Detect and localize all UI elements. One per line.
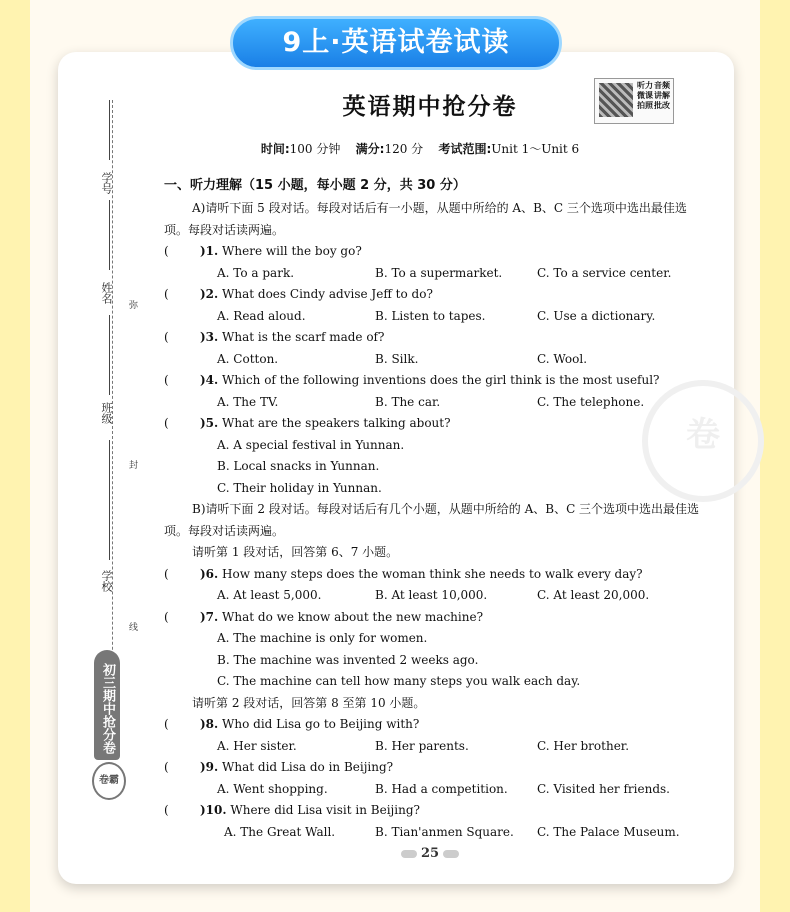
question-3: ( )3. What is the scarf made of? xyxy=(164,330,385,344)
class-line xyxy=(109,315,110,395)
series-badge: 初三期中抢分卷 xyxy=(94,650,120,760)
qr-code-icon[interactable] xyxy=(599,83,633,117)
school-label: 学校 xyxy=(100,570,113,592)
brand-logo: 卷霸 xyxy=(92,762,126,800)
question-4: ( )4. Which of the following inventions does the girl think is the most useful? xyxy=(164,373,660,387)
page-dot-right xyxy=(443,850,459,858)
question-5-option-c: C. Their holiday in Yunnan. xyxy=(217,480,382,495)
question-7-option-c: C. The machine can tell how many steps you walk each day. xyxy=(217,674,581,688)
watermark-seal: 卷 xyxy=(642,380,764,502)
question-8: ( )8. Who did Lisa go to Beijing with? xyxy=(164,717,420,731)
seal-feng: 封 xyxy=(129,458,138,471)
question-1: ( )1. Where will the boy go? xyxy=(164,244,362,258)
exam-title: 英语期中抢分卷 xyxy=(342,93,518,120)
question-10: ( )10. Where did Lisa visit in Beijing? xyxy=(164,803,420,817)
part-a-instructions: A)请听下面 5 段对话。每段对话后有一小题，从题中所给的 A、B、C 三个选项中选出最佳选项。每段对话读两遍。 xyxy=(164,201,687,237)
question-7-option-b: B. The machine was invented 2 weeks ago. xyxy=(217,652,479,667)
question-5: ( )5. What are the speakers talking about? xyxy=(164,416,451,430)
question-8-options: A. Her sister. B. Her parents. C. Her brother. xyxy=(217,738,630,753)
question-4-options: A. The TV. B. The car. C. The telephone. xyxy=(217,394,645,409)
question-2-options: A. Read aloud. B. Listen to tapes. C. Use a dictionary. xyxy=(217,308,656,323)
question-9-options: A. Went shopping. B. Had a competition. C. Visited her friends. xyxy=(217,781,670,796)
question-7-option-a: A. The machine is only for women. xyxy=(217,631,428,645)
class-label: 班级 xyxy=(100,402,113,424)
title-banner: 9上·英语试卷试读 xyxy=(230,16,562,70)
exam-content xyxy=(164,174,704,843)
question-7: ( )7. What do we know about the new machine? xyxy=(164,609,484,624)
question-1-options: A. To a park. B. To a supermarket. C. To a service center. xyxy=(217,265,672,280)
qr-labels: 听力 音频 微课 讲解 拍照 批改 xyxy=(637,81,670,110)
dialog-2-instruction: 请听第 2 段对话，回答第 8 至第 10 小题。 xyxy=(192,695,426,710)
page-number: 25 xyxy=(380,846,480,861)
question-5-option-b: B. Local snacks in Yunnan. xyxy=(217,459,380,473)
page-dot-left xyxy=(401,850,417,858)
dialog-1-instruction: 请听第 1 段对话，回答第 6、7 小题。 xyxy=(192,545,399,559)
part-b-instructions: B)请听下面 2 段对话。每段对话后有几个小题，从题中所给的 A、B、C 三个选项中选出最佳选项。每段对话读两遍。 xyxy=(164,502,700,538)
student-id-line xyxy=(109,100,110,160)
qr-code-box[interactable] xyxy=(594,78,674,124)
exam-info: 时间:100 分钟 满分:120 分 考试范围:Unit 1～Unit 6 xyxy=(260,142,580,156)
question-5-option-a: A. A special festival in Yunnan. xyxy=(217,437,405,452)
question-3-options: A. Cotton. B. Silk. C. Wool. xyxy=(217,351,588,366)
school-line xyxy=(109,440,110,560)
question-9: ( )9. What did Lisa do in Beijing? xyxy=(164,760,394,774)
seal-xian: 线 xyxy=(129,620,138,633)
section-heading: 一、听力理解（15 小题，每小题 2 分，共 30 分） xyxy=(164,178,466,193)
question-6-options: A. At least 5,000. B. At least 10,000. C. At least 20,000. xyxy=(217,588,650,602)
question-2: ( )2. What does Cindy advise Jeff to do? xyxy=(164,287,433,301)
question-6: ( )6. How many steps does the woman think she needs to walk every day? xyxy=(164,566,643,581)
seal-mi: 弥 xyxy=(129,298,138,311)
name-label: 姓名 xyxy=(100,282,113,304)
student-id-label: 学号 xyxy=(100,172,113,194)
question-10-options: A. The Great Wall. B. Tian'anmen Square. C. The Palace Museum. xyxy=(224,824,680,839)
name-line xyxy=(109,200,110,270)
